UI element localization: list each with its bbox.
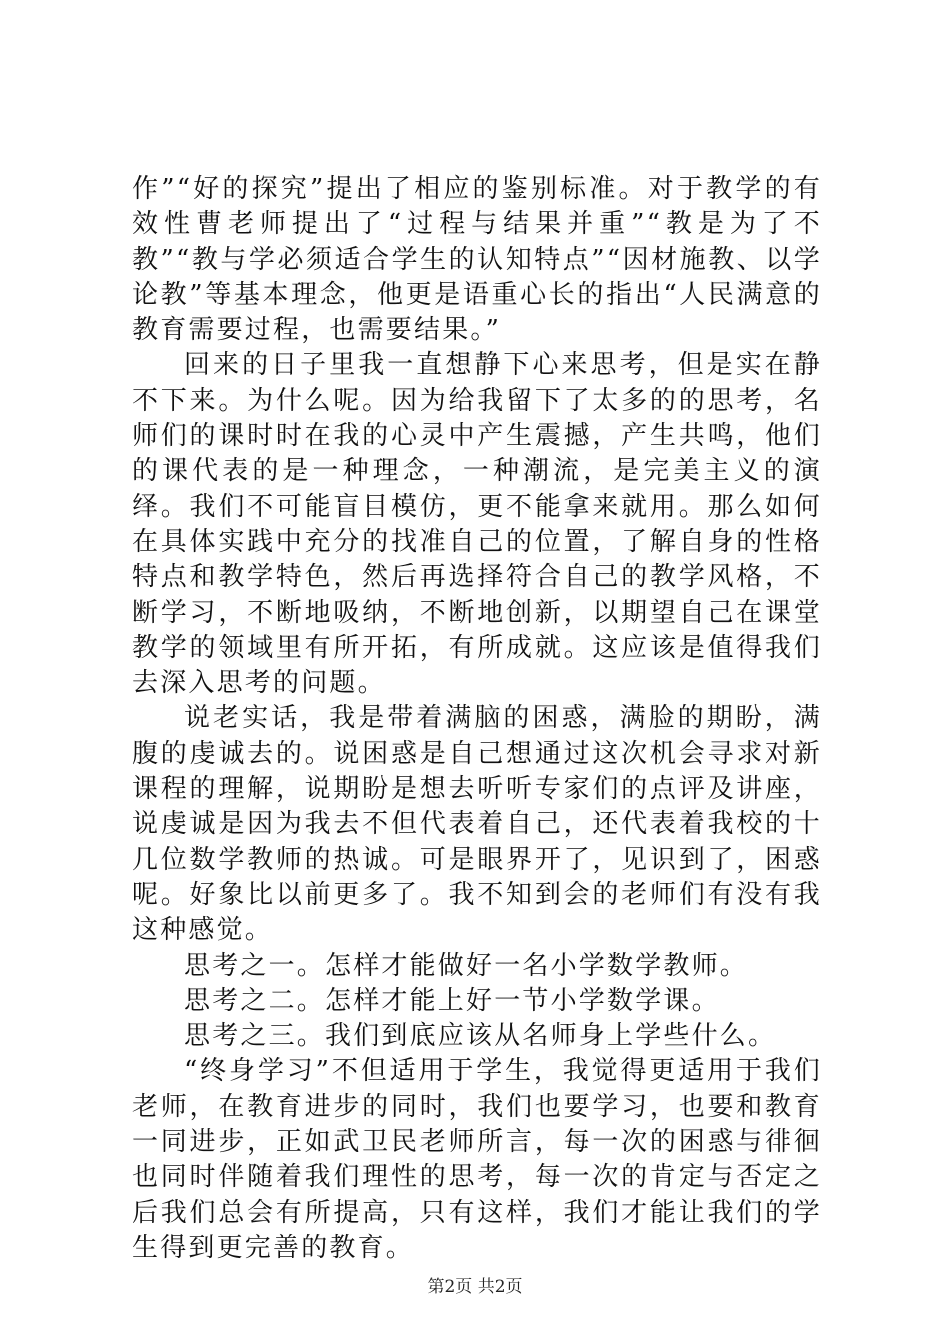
paragraph-7: “终身学习”不但适用于学生，我觉得更适用于我们老师，在教育进步的同时，我们也要学习，也要和教育一同进步，正如武卫民老师所言，每一次的困惑与徘徊也同时伴随着我们理性的思考，每一次的肯定与否定之后我们总会有所提高，只有这样，我们才能让我们的学生得到更完善的教育。 bbox=[132, 1056, 822, 1263]
paragraph-5: 思考之二。怎样才能上好一节小学数学课。 bbox=[184, 985, 720, 1016]
paragraph-3: 说老实话，我是带着满脑的困惑，满脸的期盼，满腹的虔诚去的。说困惑是自己想通过这次机会寻求对新课程的理解，说期盼是想去听听专家们的点评及讲座，说虔诚是因为我去不但代表着自己，还代表着我校的十几位数学教师的热诚。可是眼界开了，见识到了，困惑呢。好象比以前更多了。我不知到会的老师们有没有我这种感觉。 bbox=[132, 703, 822, 946]
document-body bbox=[132, 172, 822, 1266]
paragraph-1: 作”“好的探究”提出了相应的鉴别标准。对于教学的有效性曹老师提出了“过程与结果并重”“教是为了不教”“教与学必须适合学生的认知特点”“因材施教、以学论教”等基本理念，他更是语重心长的指出“人民满意的教育需要过程，也需要结果。” bbox=[132, 174, 822, 346]
paragraph-6: 思考之三。我们到底应该从名师身上学些什么。 bbox=[184, 1021, 777, 1052]
page-footer: 第2页 共2页 bbox=[427, 1277, 523, 1297]
paragraph-4: 思考之一。怎样才能做好一名小学数学教师。 bbox=[184, 950, 749, 981]
paragraph-2: 回来的日子里我一直想静下心来思考，但是实在静不下来。为什么呢。因为给我留下了太多的的思考，名师们的课时时在我的心灵中产生震撼，产生共鸣，他们的课代表的是一种理念，一种潮流，是完美主义的演绎。我们不可能盲目模仿，更不能拿来就用。那么如何在具体实践中充分的找准自己的位置，了解自身的性格特点和教学特色，然后再选择符合自己的教学风格，不断学习，不断地吸纳，不断地创新，以期望自己在课堂教学的领域里有所开拓，有所成就。这应该是值得我们去深入思考的问题。 bbox=[132, 350, 822, 699]
